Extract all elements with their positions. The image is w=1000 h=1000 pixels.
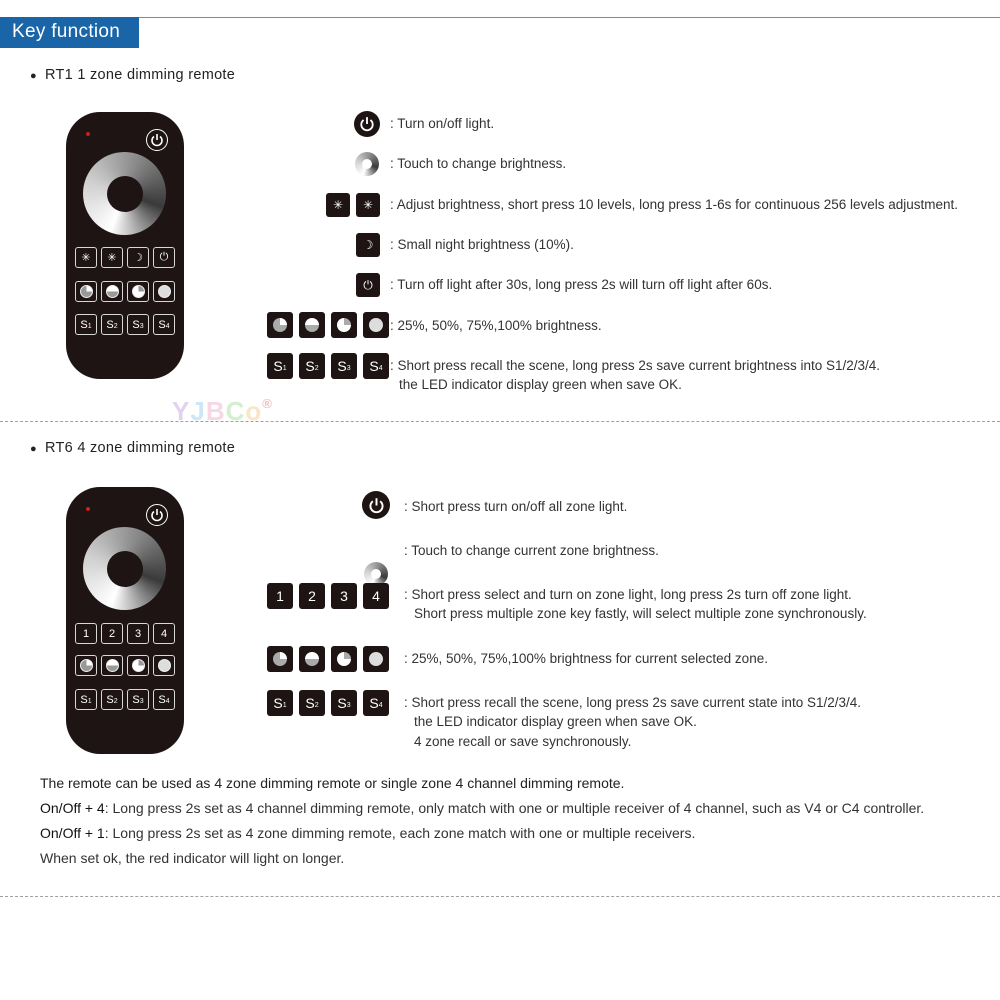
touch-wheel-icon	[83, 527, 166, 610]
zone-2-icon: 2	[101, 623, 123, 644]
touch-wheel-icon	[83, 152, 166, 235]
brightness-down-icon: ✳	[75, 247, 97, 268]
rt6-remote-image	[66, 487, 184, 754]
rt6-desc-scene-3: 4 zone recall or save synchronously.	[414, 734, 632, 749]
zone-4-icon: 4	[153, 623, 175, 644]
bullet-icon: ●	[30, 443, 37, 455]
power-icon	[146, 504, 168, 526]
scene-2-icon: S 2	[299, 353, 325, 379]
zone-1-icon: 1	[267, 583, 293, 609]
rt6-desc-zone-2: Short press multiple zone key fastly, will select multiple zone synchronously.	[414, 606, 867, 621]
preset-50-icon	[101, 281, 123, 302]
brightness-preset-icon	[267, 646, 389, 672]
scene-3-icon: S 3	[331, 690, 357, 716]
rt1-section-title	[30, 67, 235, 83]
brightness-preset-icon	[267, 312, 389, 338]
note-line-3	[40, 825, 695, 841]
rt6-preset-keys	[75, 655, 175, 676]
preset-50-icon	[101, 655, 123, 676]
note-line-2	[40, 800, 924, 816]
preset-100-icon	[363, 312, 389, 338]
note-key-1: On/Off + 1	[40, 825, 105, 841]
led-indicator	[86, 507, 90, 511]
scene-1-icon: S 1	[75, 689, 97, 710]
preset-50-icon	[299, 646, 325, 672]
rt6-zone-keys	[75, 623, 175, 644]
scene-icon	[267, 690, 389, 716]
scene-4-icon: S 4	[153, 314, 175, 335]
preset-75-icon	[127, 655, 149, 676]
preset-25-icon	[75, 655, 97, 676]
preset-75-icon	[331, 646, 357, 672]
power-icon	[354, 111, 380, 137]
rt1-desc-timer: : Turn off light after 30s, long press 2s will turn off light after 60s.	[390, 277, 773, 292]
rt1-desc-preset: : 25%, 50%, 75%,100% brightness.	[390, 318, 602, 333]
zone-2-icon: 2	[299, 583, 325, 609]
touch-wheel-icon	[355, 152, 379, 176]
scene-2-icon: S 2	[299, 690, 325, 716]
scene-3-icon: S 3	[331, 353, 357, 379]
rt1-desc-power: : Turn on/off light.	[390, 116, 495, 131]
rt1-desc-night: : Small night brightness (10%).	[390, 237, 574, 252]
rt1-remote-image	[66, 112, 184, 379]
rt1-desc-touch: : Touch to change brightness.	[390, 156, 567, 171]
rt1-preset-keys	[75, 281, 175, 302]
section-divider	[0, 421, 1000, 422]
rt1-scene-keys	[75, 314, 175, 335]
scene-1-icon: S 1	[75, 314, 97, 335]
note-line-1: The remote can be used as 4 zone dimming remote or single zone 4 channel dimming remote.	[40, 775, 625, 791]
rt1-desc-scene: : Short press recall the scene, long press 2s save current brightness into S1/2/3/4.	[390, 358, 881, 373]
scene-1-icon: S 1	[267, 690, 293, 716]
scene-icon	[267, 353, 389, 379]
preset-75-icon	[127, 281, 149, 302]
page-title: Key function	[0, 17, 139, 47]
rt1-function-keys	[75, 247, 175, 268]
bullet-icon: ●	[30, 70, 37, 82]
zone-3-icon: 3	[331, 583, 357, 609]
preset-75-icon	[331, 312, 357, 338]
rt6-section-title	[30, 440, 235, 456]
scene-4-icon: S 4	[363, 690, 389, 716]
rt6-scene-keys	[75, 689, 175, 710]
brightness-down-icon: ✳	[326, 193, 350, 217]
scene-3-icon: S 3	[127, 689, 149, 710]
rt6-desc-scene: : Short press recall the scene, long press 2s save current state into S1/2/3/4.	[404, 695, 861, 710]
timer-off-icon: ⏻	[153, 247, 175, 268]
scene-1-icon: S 1	[267, 353, 293, 379]
scene-2-icon: S 2	[101, 314, 123, 335]
rt6-desc-scene-2: the LED indicator display green when save OK.	[414, 714, 697, 729]
section-divider-bottom	[0, 896, 1000, 897]
preset-25-icon	[267, 646, 293, 672]
note-line-4: When set ok, the red indicator will light on longer.	[40, 850, 345, 866]
rt1-title-text: RT1 1 zone dimming remote	[44, 67, 236, 83]
note-text-1: : Long press 2s set as 4 zone dimming remote, each zone match with one or multiple receivers.	[104, 825, 696, 841]
scene-3-icon: S 3	[127, 314, 149, 335]
power-icon	[362, 491, 390, 519]
led-indicator	[86, 132, 90, 136]
rt6-desc-power: : Short press turn on/off all zone light.	[404, 499, 628, 514]
zone-4-icon: 4	[363, 583, 389, 609]
night-light-icon: ☽	[127, 247, 149, 268]
brightness-adjust-icon	[326, 193, 380, 217]
timer-off-icon: ⏻	[356, 273, 380, 297]
brightness-up-icon: ✳	[356, 193, 380, 217]
scene-4-icon: S 4	[363, 353, 389, 379]
night-light-icon: ☽	[356, 233, 380, 257]
preset-100-icon	[363, 646, 389, 672]
preset-25-icon	[267, 312, 293, 338]
rt1-desc-scene-2: the LED indicator display green when save OK.	[399, 377, 682, 392]
rt6-desc-zone: : Short press select and turn on zone light, long press 2s turn off zone light.	[404, 587, 852, 602]
rt6-title-text: RT6 4 zone dimming remote	[44, 440, 236, 456]
preset-100-icon	[153, 281, 175, 302]
zone-keys-icon	[267, 583, 389, 609]
power-icon	[146, 129, 168, 151]
zone-3-icon: 3	[127, 623, 149, 644]
rt6-desc-preset: : 25%, 50%, 75%,100% brightness for current selected zone.	[404, 651, 768, 666]
preset-100-icon	[153, 655, 175, 676]
header-underline	[0, 46, 139, 48]
note-text-4: : Long press 2s set as 4 channel dimming remote, only match with one or multiple receiver of 4 channel, such as V4 or C4 controller.	[104, 800, 925, 816]
header-rule	[0, 17, 1000, 18]
watermark-logo: YJBCo®	[172, 396, 273, 426]
brightness-up-icon: ✳	[101, 247, 123, 268]
zone-1-icon: 1	[75, 623, 97, 644]
rt1-desc-brightness: : Adjust brightness, short press 10 levels, long press 1-6s for continuous 256 levels adjustment.	[390, 197, 959, 212]
scene-4-icon: S 4	[153, 689, 175, 710]
preset-50-icon	[299, 312, 325, 338]
preset-25-icon	[75, 281, 97, 302]
note-key-4: On/Off + 4	[40, 800, 105, 816]
rt6-desc-touch: : Touch to change current zone brightness.	[404, 543, 659, 558]
scene-2-icon: S 2	[101, 689, 123, 710]
